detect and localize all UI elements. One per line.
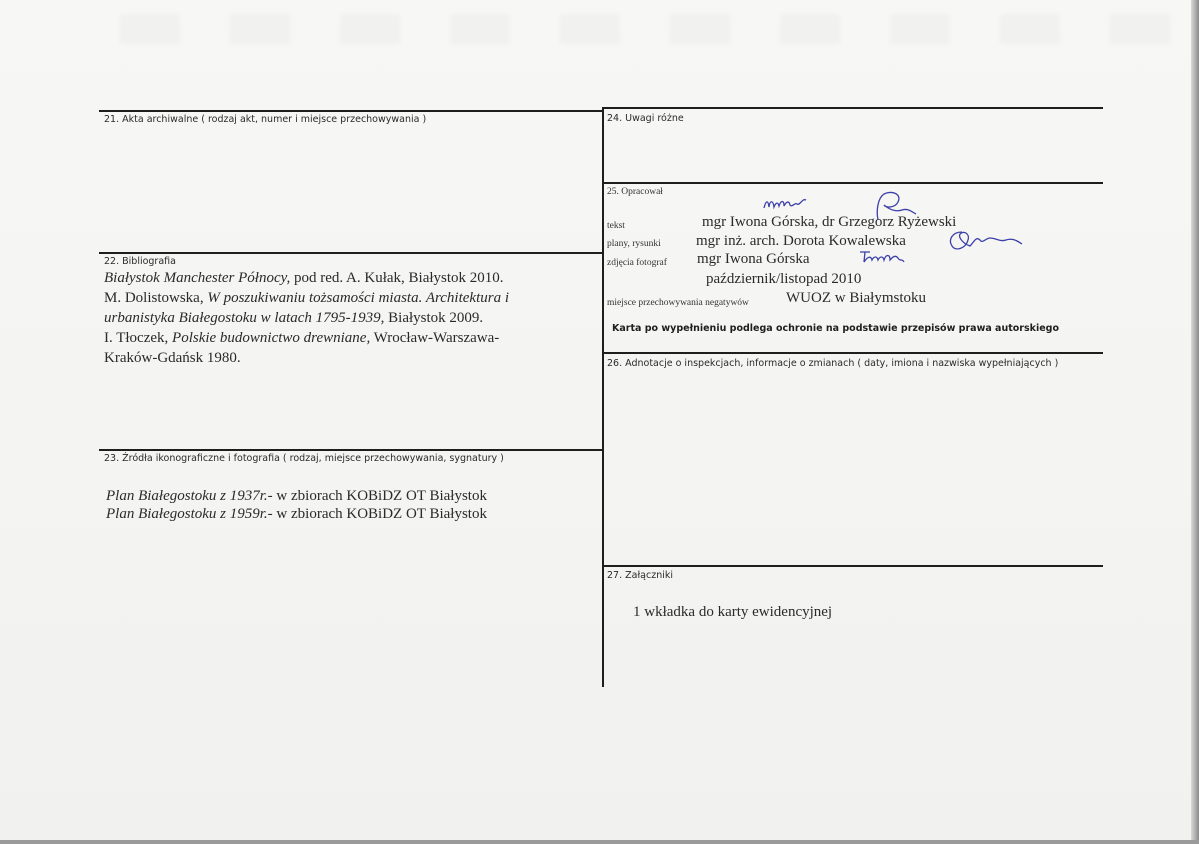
source-line bbox=[106, 506, 487, 523]
bib-title: Białystok Manchester Północy, bbox=[104, 270, 291, 286]
bib-entry bbox=[104, 268, 584, 288]
bib-title-cont: urbanistyka Białegostoku w latach 1795-1939, bbox=[104, 310, 385, 326]
row-key-zdjecia: zdjęcia fotograf bbox=[607, 258, 667, 268]
source-title: Plan Białegostoku z 1937r. bbox=[106, 488, 268, 504]
bib-entry bbox=[104, 288, 584, 308]
source-title: Plan Białegostoku z 1959r. bbox=[106, 506, 268, 522]
bib-entry bbox=[104, 328, 584, 348]
date-value: październik/listopad 2010 bbox=[706, 271, 862, 287]
signature-mark bbox=[762, 194, 814, 214]
bib-rest: Białystok 2009. bbox=[384, 310, 484, 326]
row-value-tekst: mgr Iwona Górska, dr Grzegorz Ryżewski bbox=[702, 214, 957, 230]
bib-rest: pod red. A. Kułak, Białystok 2010. bbox=[290, 270, 504, 286]
source-line bbox=[106, 488, 487, 505]
rule-top-left bbox=[99, 110, 604, 112]
section-21-label: 21. Akta archiwalne ( rodzaj akt, numer i miejsce przechowywania ) bbox=[104, 114, 427, 125]
paper-edge-bottom bbox=[0, 840, 1199, 844]
bib-rest-cont: Kraków-Gdańsk 1980. bbox=[104, 350, 241, 366]
signature-mark bbox=[944, 226, 1024, 254]
section-23-label: 23. Źródła ikonograficzne i fotografia ( rodzaj, miejsce przechowywania, sygnatury ) bbox=[104, 453, 504, 464]
rule-22 bbox=[99, 252, 604, 254]
section-25-label: 25. Opracował bbox=[607, 187, 663, 197]
rule-25 bbox=[603, 182, 1103, 184]
negatives-key: miejsce przechowywania negatywów bbox=[607, 298, 749, 308]
paper-edge-right bbox=[1191, 0, 1199, 844]
signature-mark bbox=[858, 248, 908, 268]
section-26-label: 26. Adnotacje o inspekcjach, informacje o zmianach ( daty, imiona i nazwiska wypełniających ) bbox=[607, 358, 1059, 369]
section-24-label: 24. Uwagi różne bbox=[607, 113, 684, 124]
bib-author: I. Tłoczek, bbox=[104, 330, 173, 346]
rule-top-right bbox=[603, 107, 1103, 109]
rule-center-vertical bbox=[602, 107, 604, 687]
bibliography bbox=[104, 268, 584, 368]
row-key-tekst: tekst bbox=[607, 221, 625, 231]
row-key-plany: plany, rysunki bbox=[607, 239, 661, 249]
signature-mark bbox=[868, 190, 920, 224]
bib-entry-cont bbox=[104, 348, 584, 368]
rule-23 bbox=[99, 449, 604, 451]
section-27-label: 27. Załączniki bbox=[607, 570, 673, 581]
row-value-zdjecia: mgr Iwona Górska bbox=[697, 251, 810, 267]
section-22-label: 22. Bibliografia bbox=[104, 256, 176, 267]
bib-title: W poszukiwaniu tożsamości miasta. Architektura i bbox=[207, 290, 510, 306]
rule-26 bbox=[603, 352, 1103, 354]
rule-27 bbox=[603, 565, 1103, 567]
source-rest: - w zbiorach KOBiDZ OT Białystok bbox=[267, 506, 487, 522]
bleed-through bbox=[120, 14, 1170, 44]
bib-author: M. Dolistowska, bbox=[104, 290, 208, 306]
copyright-notice: Karta po wypełnieniu podlega ochronie na podstawie przepisów prawa autorskiego bbox=[612, 323, 1059, 334]
source-rest: - w zbiorach KOBiDZ OT Białystok bbox=[267, 488, 487, 504]
negatives-value: WUOZ w Białymstoku bbox=[786, 290, 926, 306]
attachment-value: 1 wkładka do karty ewidencyjnej bbox=[633, 604, 833, 620]
bib-entry-cont bbox=[104, 308, 584, 328]
bib-rest: Wrocław-Warszawa- bbox=[370, 330, 500, 346]
bib-title: Polskie budownictwo drewniane, bbox=[172, 330, 371, 346]
row-value-plany: mgr inż. arch. Dorota Kowalewska bbox=[696, 233, 906, 249]
